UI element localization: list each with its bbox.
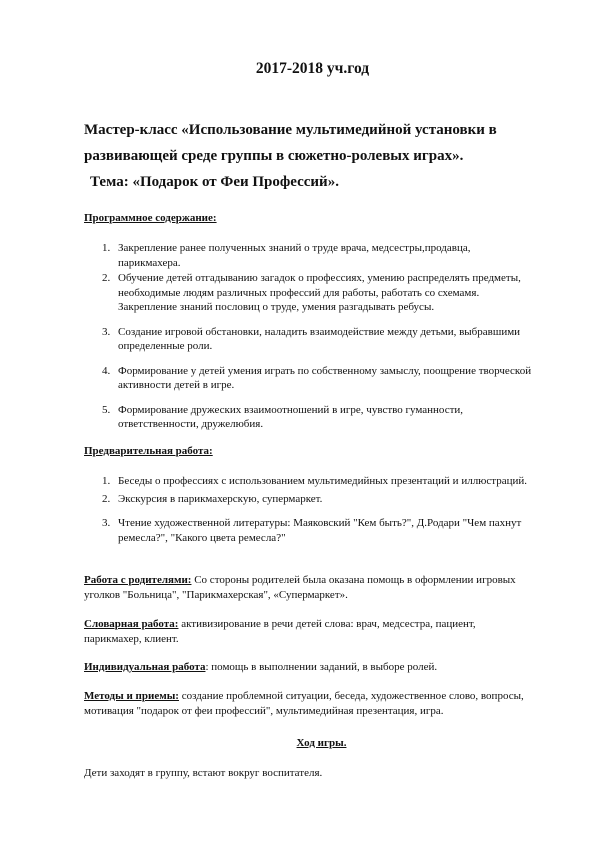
parents-paragraph [84, 573, 534, 602]
item-number: 1. [102, 475, 111, 487]
item-text: Создание игровой обстановки, наладить взаимодействие между детьми, выбравшими определенные роли. [118, 325, 521, 352]
parents-text: Со стороны родителей была оказана помощь в оформлении игровых уголков "Больница", "Парикмахерская", «Супермаркет». [84, 574, 516, 601]
list-item [84, 364, 534, 393]
preliminary-list [84, 474, 534, 545]
item-number: 5. [102, 403, 111, 416]
item-number: 4. [102, 364, 111, 377]
list-item [84, 241, 534, 270]
methods-paragraph [84, 689, 534, 718]
methods-label: Методы и приемы: [84, 690, 179, 702]
individual-paragraph [84, 660, 534, 675]
item-text: Чтение художественной литературы: Маяковский "Кем быть?", Д.Родари "Чем пахнут ремесла?", "Какого цвета ремесла?" [118, 517, 522, 544]
item-number: 1. [102, 242, 111, 254]
item-text: Экскурсия в парикмахерскую, супермаркет. [118, 492, 323, 505]
game-heading: Ход игры. [296, 737, 347, 749]
item-number: 2. [102, 272, 111, 284]
list-item [84, 325, 534, 354]
vocabulary-label: Словарная работа: [84, 618, 179, 630]
program-heading: Программное содержание: [84, 212, 217, 224]
item-number: 3. [102, 517, 111, 529]
individual-text: : помощь в выполнении заданий, в выборе ролей. [205, 661, 438, 673]
item-text: Закрепление ранее полученных знаний о труде врача, медсестры,продавца, парикмахера. [118, 242, 471, 269]
methods-text: создание проблемной ситуации, беседа, художественное слово, вопросы, мотивация "подарок от феи профессий", мультимедийная презентация, игра. [84, 690, 524, 717]
item-number: 2. [102, 492, 111, 505]
list-item [84, 492, 534, 507]
document-title: Мастер-класс «Использование мультимедийной установки в развивающей среде группы в сюжетно-ролевых играх». [84, 122, 497, 164]
list-item [84, 403, 534, 432]
item-text: Формирование у детей умения играть по собственному замыслу, поощрение творческой активности детей в игре. [118, 364, 532, 391]
preliminary-heading: Предварительная работа: [84, 445, 213, 457]
list-item [84, 474, 534, 489]
topic-line: Тема: «Подарок от Феи Профессий». [90, 174, 339, 190]
list-item [84, 516, 534, 545]
academic-year: 2017-2018 уч.год [255, 60, 370, 77]
item-text: Обучение детей отгадыванию загадок о профессиях, умению распределять предметы, необходимые людям различных профессий для работы, работать со схемамя. Закрепление знаний пословиц о труде, умения разгадывать ребусы. [118, 272, 521, 313]
vocabulary-paragraph [84, 617, 534, 646]
individual-label: Индивидуальная работа [84, 661, 206, 673]
vocabulary-text: активизирование в речи детей слова: врач, медсестра, пациент, парикмахер, клиент. [84, 618, 476, 645]
parents-label: Работа с родителями: [84, 574, 192, 586]
item-text: Формирование дружеских взаимоотношений в игре, чувство гуманности, ответственности, дружелюбия. [118, 403, 464, 430]
item-number: 3. [102, 325, 111, 338]
final-paragraph: Дети заходят в группу, встают вокруг воспитателя. [84, 767, 323, 779]
list-item [84, 271, 534, 315]
item-text: Беседы о профессиях с использованием мультимедийных презентаций и иллюстраций. [118, 475, 528, 487]
program-list [84, 241, 534, 432]
